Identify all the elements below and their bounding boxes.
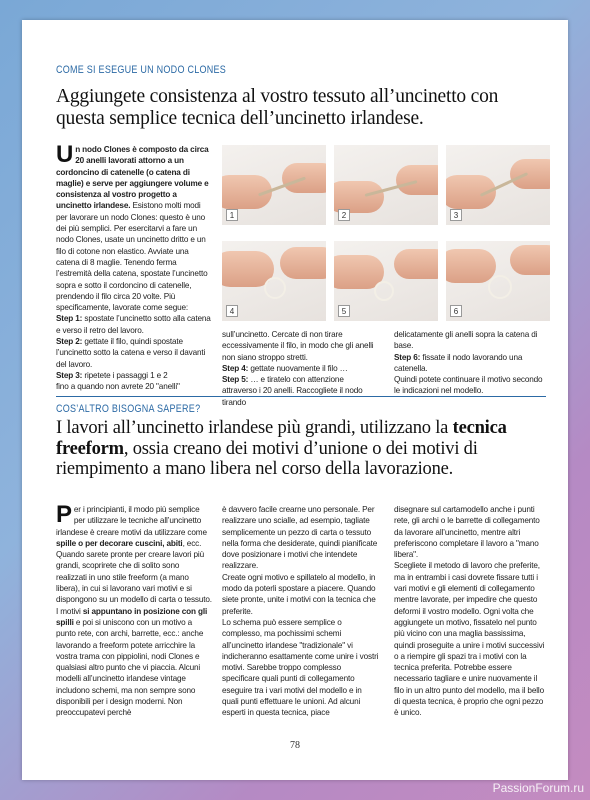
photo-number: 1 [226,209,238,221]
step-text: sull’uncinetto. Cercate di non tirare eccessivamente il filo, in modo che gli anelli non siano stroppo stretti. [222,330,374,362]
intro-text: Esistono molti modi per lavorare un nodo Clones: questo è uno dei più semplici. Per esercitarvi a fare un nodo Clones, usate un uncinetto dritto e un filo di cotone non elastico. Avviate una catena di 8 maglie. Tenendo ferma l’estremità della catena, spostate l’uncinetto sopra e sotto il cordoncino di catenelle, prendendo il filo circa 20 volte. Più specificamente, lavorate come segue: [56,201,208,313]
step-label: Step 6: [394,352,421,362]
intro-bold: n nodo Clones è composto da circa 20 anelli lavorati attorno a un cordoncino di catenelle (o catena di maglie) e serve per aggiungere volume e consistenza al vostro progetto a uncinetto irlandese. [56,145,209,211]
step-photo-4 [222,241,326,321]
photo-grid [222,145,562,335]
step-text: spostate l’uncinetto sotto alla catena e verso il retro del lavoro. [56,314,211,335]
column-6 [394,504,548,719]
photo-number: 6 [450,305,462,317]
body-text: e poi si uniscono con un motivo a punto rete, con archi, barrette, ecc.: anche lavorando a freeform potete arricchire la vostra trama con pippiolini, nodi Clones e qualsiasi altro punto che vi piaccia. Alcuni modelli all’uncinetto irlandese vintage includono schemi, ma non sempre sono disponibili per i design moderni. Non preoccupatevi perchè [56,617,204,718]
photo-number: 4 [226,305,238,317]
section-label-more: COS’ALTRO BISOGNA SAPERE? [56,403,201,415]
page-number: 78 [290,740,300,751]
column-1 [56,141,212,393]
dropcap: P [56,501,72,528]
headline-part: , ossia creano dei motivi d’unione o dei motivi di riempimento a mano libera nel corso della lavorazione. [56,438,478,480]
body-text: disegnare sul cartamodello anche i punti rete, gli archi o le barrette di collegamento da lavorare all’uncinetto, mentre altri preferiscono completare il lavoro a "mano libera". [394,505,540,560]
step-text: … e tiratelo con attenzione attraverso i 20 anelli. Raccogliete il nodo tirando [222,375,363,407]
body-bold: spille o per decorare cuscini, abiti [56,538,183,548]
step-text: Quindi potete continuare il motivo secondo le indicazioni nel modello. [394,375,543,396]
step-photo-2 [334,145,438,225]
headline-clones: Aggiungete consistenza al vostro tessuto all’uncinetto con questa semplice tecnica dell’uncinetto irlandese. [56,86,499,129]
step-label: Step 2: [56,337,83,347]
step-label: Step 5: [222,375,249,385]
body-bold: si appuntano in posizione con gli spilli [56,606,208,627]
headline-freeform [56,418,546,480]
step-text: ripetete i passaggi 1 e 2 [82,370,168,380]
body-text: er i principianti, il modo più semplice per utilizzare le tecniche all’uncinetto irlandese è creare motivi da utilizzare come [56,505,207,537]
body-text: Scegliete il metodo di lavoro che preferite, ma in entrambi i casi dovrete fissare tutti i vari motivi e gli elementi di collegamento mentre lavorate, per impedire che questo deformi il vostro modello. Ogni volta che aggiungete un motivo, fissatelo nel punto più vicino con una maglia bassissima, quindi proseguite a unire i motivi successivi o a riempire gli spazi tra i motivi con la tecnica preferita. Potrebbe essere necessario tagliare e unire nuovamente il filo in un altro punto del modello, ma il bello di questa tecnica, è proprio che ogni pezzo è unico. [394,561,545,718]
body-text: Lo schema può essere semplice o complesso, ma pochissimi schemi all’uncinetto irlandese "tradizionale" vi indicheranno esattamente come unire i vostri motivi. Sarebbe troppo complesso specificare quali punti di collegamento eseguire tra i vari motivi del modello e in quali punti effettuare le unioni. Ad alcuni esperti in questa tecnica, piace [222,617,379,718]
step-photo-3 [446,145,550,225]
step-label: Step 3: [56,370,83,380]
step3-continued: fino a quando non avrete 20 "anelli" [56,382,180,392]
step-text: gettate nuovamente il filo … [248,363,348,373]
body-text: Create ogni motivo e spillatelo al modello, in modo da poterli spostare a piacere. Quando siete pronte, unite i motivi con la tecnica che preferite. [222,572,376,616]
section-divider [56,396,546,397]
photo-number: 2 [338,209,350,221]
headline-part: I lavori all’uncinetto irlandese più grandi, utilizzano la [56,418,453,438]
photo-number: 5 [338,305,350,317]
step-text: fissate il nodo lavorando una catenella. [394,352,523,373]
headline-bold: tecnica freeform [56,418,507,459]
body-text: è davvero facile crearne uno personale. Per realizzare uno scialle, ad esempio, tagliate semplicemente un pezzo di carta o tessuto nella forma che desiderate, quindi pianificate dove posizionare i motivi che intendete realizzare. [222,505,378,571]
watermark: PassionForum.ru [492,781,584,795]
column-4 [56,501,212,719]
photo-number: 3 [450,209,462,221]
step-label: Step 4: [222,363,249,373]
step-label: Step 1: [56,314,83,324]
step-photo-1 [222,145,326,225]
dropcap: U [56,141,74,168]
body-text: , ecc. Quando sarete pronte per creare lavori più grandi, scoprirete che di solito sono realizzati in uno stile freeform (a mano libera), in cui si lavorano vari motivi e si dispongono su un modello di carta o tessuto. I motivi [56,538,212,616]
magazine-page [22,20,568,780]
step-photo-5 [334,241,438,321]
step-text: gettate il filo, quindi spostate l’uncinetto sotto la catena e verso il davanti del lavoro. [56,337,206,369]
step-text: delicatamente gli anelli sopra la catena di base. [394,330,538,351]
column-3 [394,329,548,397]
step-photo-6 [446,241,550,321]
section-label-clones: COME SI ESEGUE UN NODO CLONES [56,64,227,76]
column-5 [222,504,380,719]
